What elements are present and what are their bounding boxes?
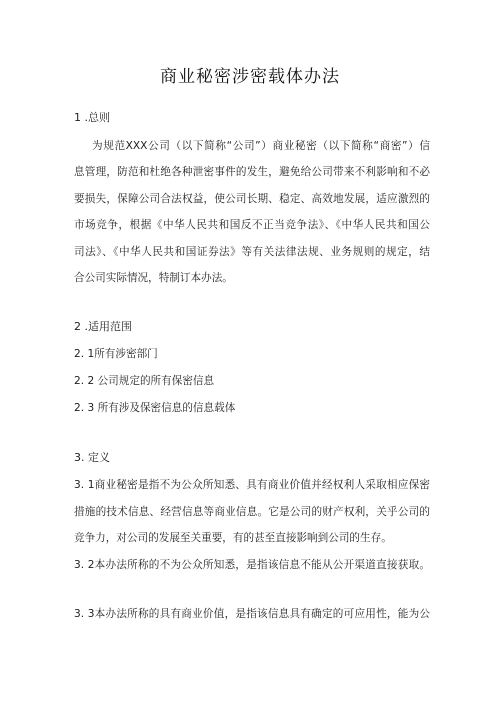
- section-2-item: 2. 2 公司规定的所有保密信息: [74, 375, 215, 387]
- section-1-line: 合公司实际情况，特制订本办法。: [74, 272, 233, 284]
- section-1-line: 为规范XXX公司（以下简称“公司”）商业秘密（以下简称“商密”）信: [92, 140, 430, 152]
- section-3-line: 3. 3本办法所称的具有商业价值，是指该信息具有确定的可应用性，能为公: [74, 608, 430, 620]
- section-2-item: 2. 1所有涉密部门: [74, 348, 158, 360]
- section-1-line: 要损失，保障公司合法权益，使公司长期、稳定、高效地发展，适应激烈的: [74, 193, 430, 205]
- document-title: 商业秘密涉密载体办法: [160, 67, 340, 87]
- section-2-item: 2. 3 所有涉及保密信息的信息载体: [74, 402, 236, 414]
- section-1-line: 市场竞争，根据《中华人民共和国反不正当竞争法》、《中华人民共和国公: [74, 219, 430, 231]
- section-1-line: 司法》、《中华人民共和国证券法》等有关法律法规、业务规则的规定，结: [74, 246, 430, 258]
- section-1-line: 息管理，防范和杜绝各种泄密事件的发生，避免给公司带来不利影响和不必: [74, 166, 430, 178]
- section-3-line: 措施的技术信息、经营信息等商业信息。它是公司的财产权利，关乎公司的: [74, 506, 430, 518]
- section-3-line: 3. 2本办法所称的不为公众所知悉，是指该信息不能从公开渠道直接获取。: [74, 559, 430, 571]
- section-3-line: 3. 1商业秘密是指不为公众所知悉、具有商业价值并经权利人采取相应保密: [74, 479, 430, 491]
- section-2-heading: 2 .适用范围: [74, 320, 132, 333]
- section-1-heading: 1 .总则: [74, 111, 110, 124]
- section-3-heading: 3. 定义: [74, 451, 110, 464]
- section-3-line: 竞争力，对公司的发展至关重要，有的甚至直接影响到公司的生存。: [74, 532, 392, 544]
